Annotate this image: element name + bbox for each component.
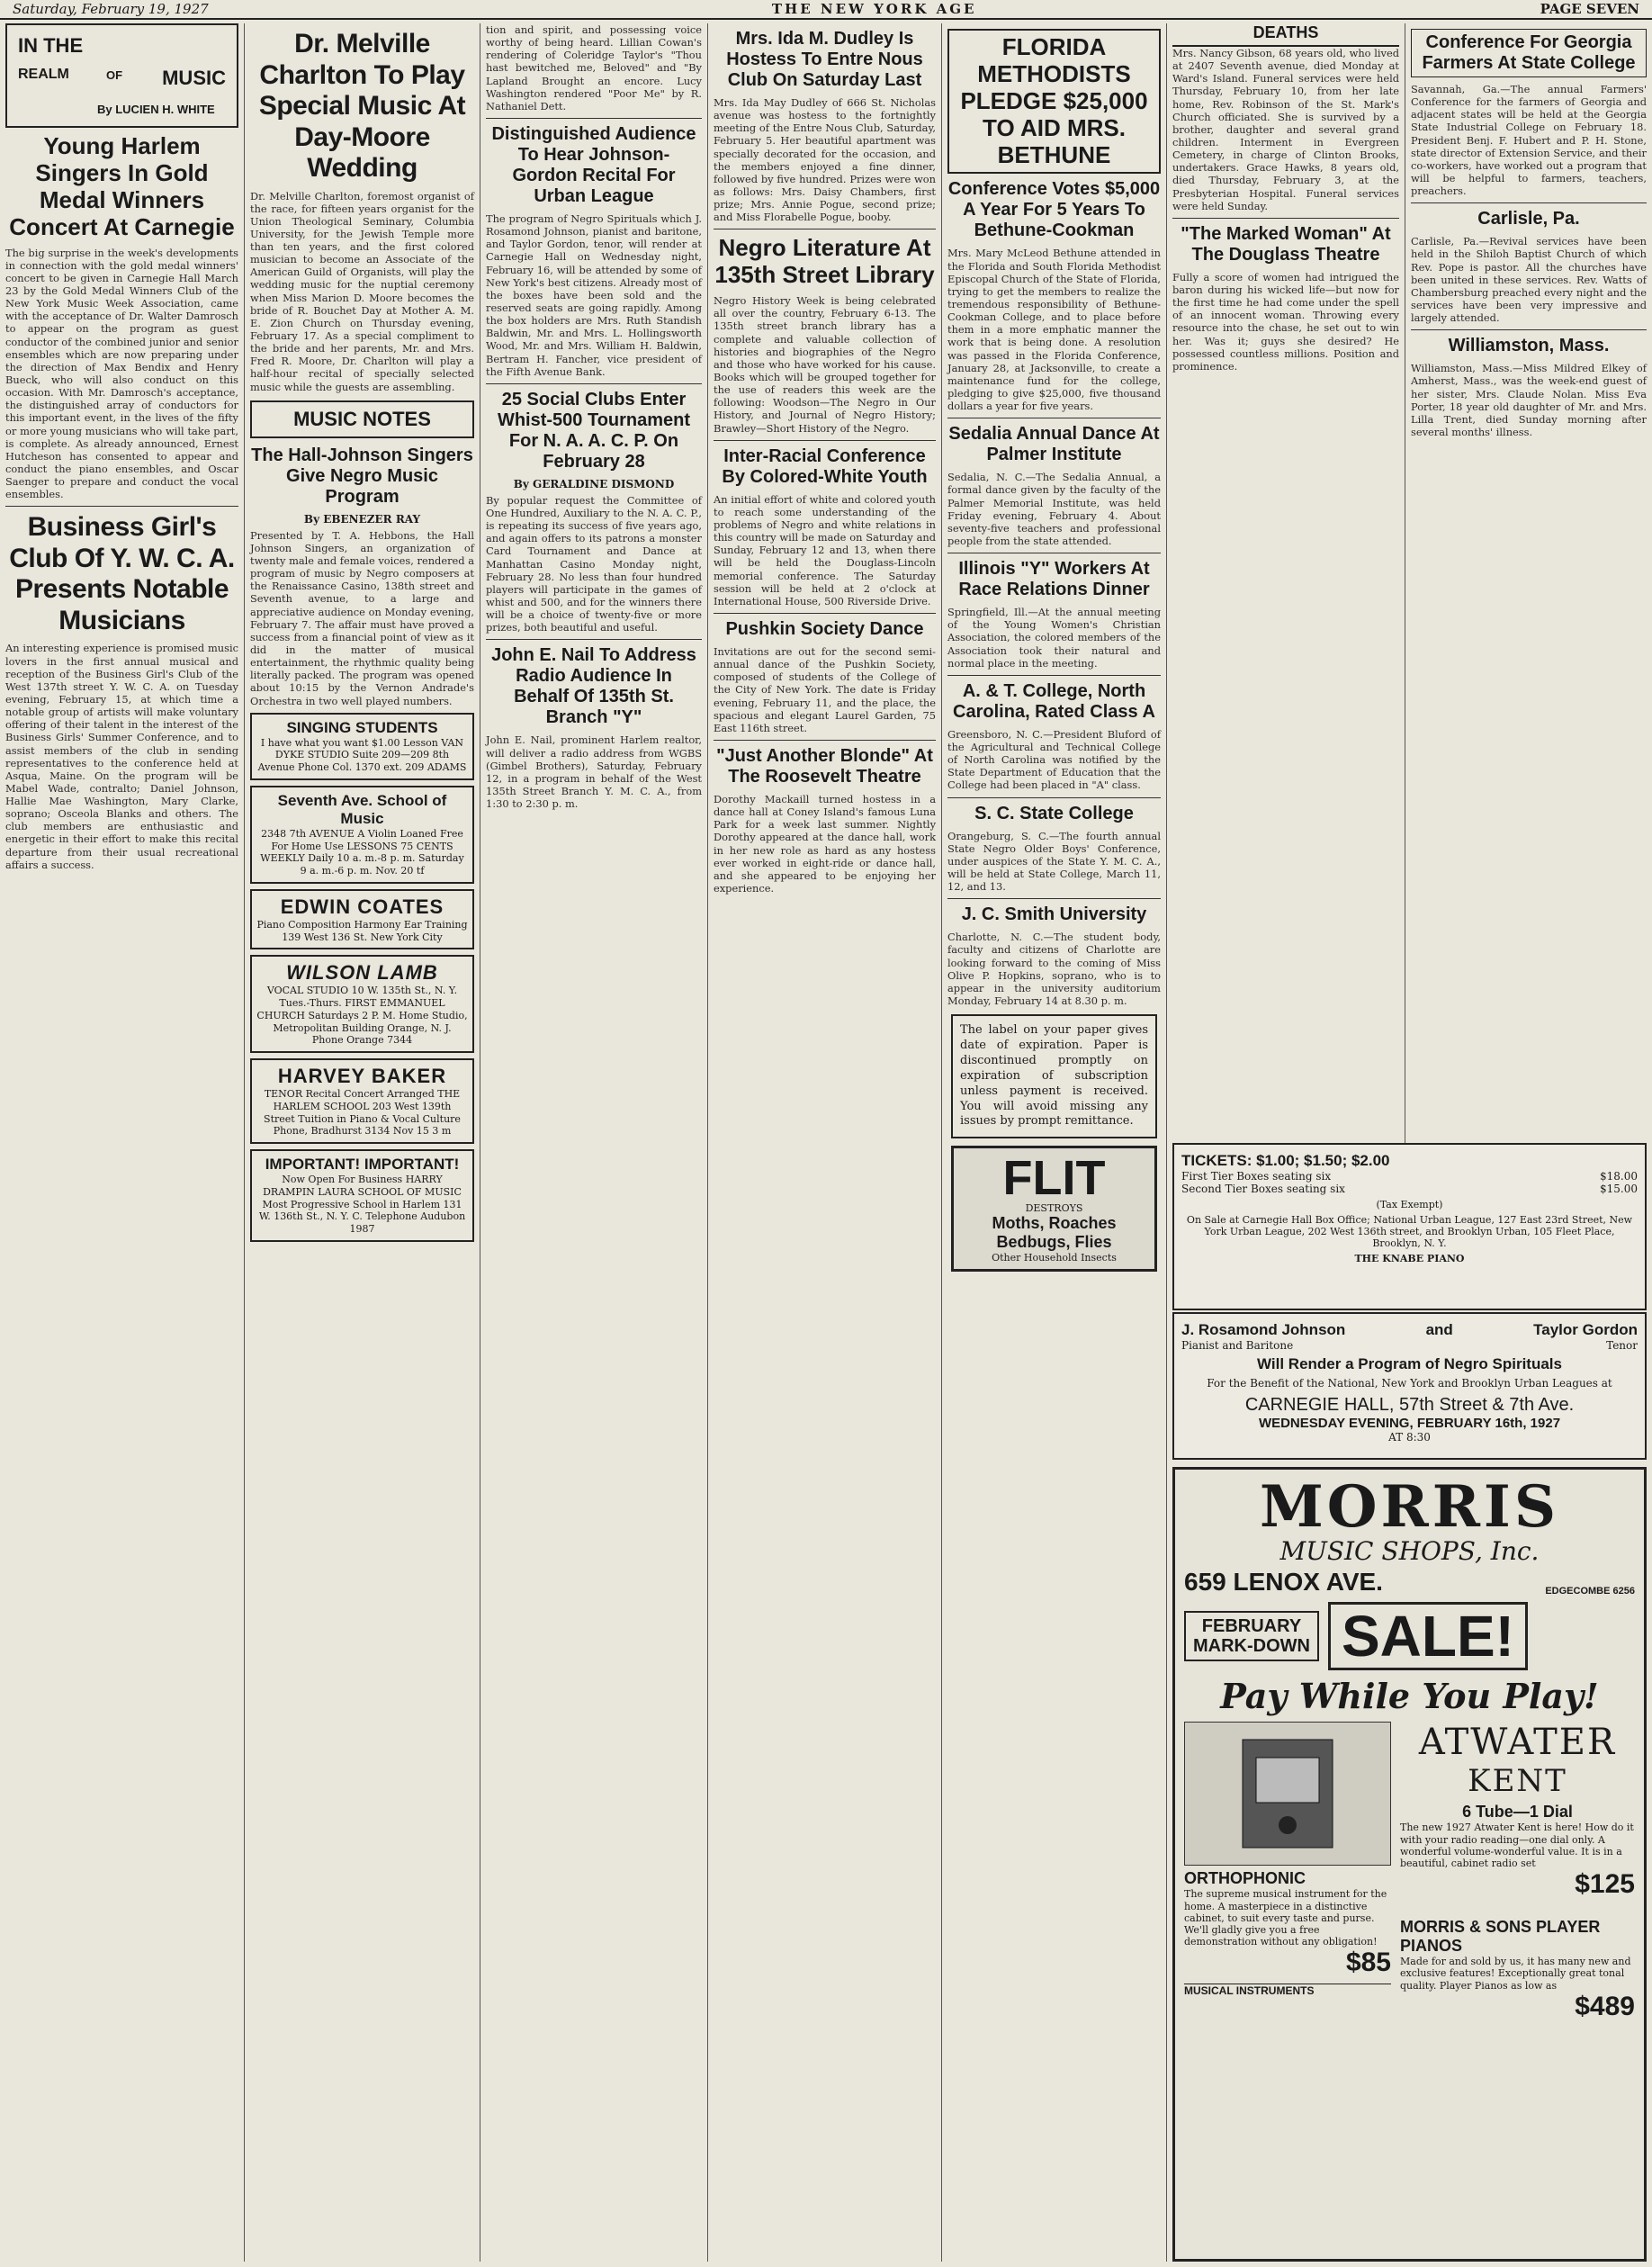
concert-benefit: For the Benefit of the National, New York and Brooklyn Urban Leagues at [1207,1377,1612,1390]
masthead [0,0,1652,20]
paper-name: THE NEW YORK AGE [771,1,977,17]
tier2-row [1181,1183,1638,1195]
divider [947,797,1161,798]
ad-edwin-coates [250,889,474,950]
column-5 [942,23,1167,2262]
column-3 [480,23,708,2262]
kent-brand: KENT [1468,1763,1567,1800]
pay-while-you-play: Pay While You Play! [1220,1676,1599,1717]
atwater-price: $125 [1575,1869,1635,1900]
products-left [1184,1722,1391,2021]
atwater-desc: The new 1927 Atwater Kent is here! How do it with your radio reading—one dial only. A wonderful volume-wonderful value. It is in a beautiful, cabinet radio set [1400,1822,1634,1869]
ad-flit [951,1146,1157,1272]
performer-johnson: J. Rosamond Johnson [1181,1321,1346,1338]
divider [714,440,936,441]
player-pianos-desc: Made for and sold by us, it has many new and exclusive features! Exceptionally great tonal quality. Player Pianos as low as [1400,1956,1631,1992]
ad-harvey-baker [250,1058,474,1144]
headline-pushkin-society: Pushkin Society Dance [725,619,924,639]
article-georgia-farmers: Savannah, Ga.—The annual Farmers' Conference for the farmers of Georgia and adjacent states will be held at the Georgia State Industrial College on February 18. President Benj. F. Hubert and P. H. Stone, state director of Extension Service, and their co-workers, have worked out a program that will be helpful to farmers, teachers, preachers. [1411,83,1647,198]
divider [486,639,702,640]
headline-john-nail-radio: John E. Nail To Address Radio Audience In Behalf Of 135th St. Branch "Y" [491,645,696,728]
concert-performers [1181,1321,1638,1339]
byline-geraldine-dismond: By GERALDINE DISMOND [513,477,675,490]
ad-carnegie-concert [1172,1312,1647,1460]
orthophonic-price: $85 [1345,1948,1391,1978]
flit-pests: Moths, Roaches Bedbugs, Flies [992,1214,1117,1252]
column-1 [0,23,245,2262]
column-4 [708,23,942,2262]
headline-sc-state-college: S. C. State College [974,803,1134,823]
ad-drampin-school [250,1149,474,1242]
divider [947,898,1161,899]
headline-melville-charlton: Dr. Melville Charlton To Play Special Music At Day-Moore Wedding [258,29,466,183]
morris-address-row [1184,1568,1635,1597]
ad-body: Now Open For Business HARRY DRAMPIN LAURA SCHOOL OF MUSIC Most Progressive School in Harlem 131 W. 136th St., N. Y. C. Telephone Audubon 1987 [258,1174,466,1236]
markdown-box [1184,1611,1319,1661]
divider [1411,202,1647,203]
article-williamston: Williamston, Mass.—Miss Mildred Elkey of Amherst, Mass., was the week-end guest of her sister, Mrs. Claude Nolan. Miss Eva Porter, 18 year old daughter of Mr. and Mrs. Lilla Trent, died Sunday morning after several months' illness. [1411,362,1647,438]
headline-georgia-farmers: Conference For Georgia Farmers At State College [1411,29,1647,77]
article-illinois-y-workers: Springfield, Ill.—At the annual meeting of the Young Women's Christian Association, the colored members of the Association took their natural and normal place in the meeting. [947,606,1161,670]
ad-seventh-ave-school [250,786,474,884]
role-gordon: Tenor [1606,1339,1638,1352]
headline-florida-methodists: FLORIDA METHODISTS PLEDGE $25,000 TO AID MRS. BETHUNE [947,29,1161,174]
article-jc-smith-university: Charlotte, N. C.—The student body, faculty and citizens of Charlotte are looking forward to the coming of Miss Olive P. Hopkins, soprano, who is to appear in the university auditorium Monday, February 14 at 8.30 p. m. [947,931,1161,1007]
ad-body: TENOR Recital Concert Arranged THE HARLEM SCHOOL 203 West 139th Street Tuition in Piano & Vocal Culture Phone, Bradhurst 3134 Nov 15 3 m [264,1088,461,1138]
headline-negro-literature: Negro Literature At 135th Street Library [714,234,935,289]
article-florida-methodists: Mrs. Mary McLeod Bethune attended in the Florida and South Florida Methodist Episcopal Church of the State of Florida, trying to get the members to realize the tremendous responsibility of Bethune-Cookman College, and to place before them in a more emphatic manner the work that is being done. A resolution was passed in the Florida Conference, January 28, at Jacksonville, to create a maintenance fund for the college, pledging to give $25,000, five thousand dollars a year for five years. [947,247,1161,413]
realm-byline: By LUCIEN H. WHITE [97,103,215,116]
concert-tickets-panel [1172,1143,1647,1310]
ad-morris-music-shops [1172,1467,1647,2262]
headline-sedalia-dance: Sedalia Annual Dance At Palmer Institute [948,424,1160,465]
headline-whist-tournament: 25 Social Clubs Enter Whist-500 Tournament For N. A. A. C. P. On February 28 [497,389,691,472]
divider [1172,218,1399,219]
tier1-row [1181,1170,1638,1183]
realm-of-music-header [5,23,238,128]
radio-cabinet-icon [1234,1731,1342,1857]
headline-carlisle: Carlisle, Pa. [1477,209,1580,229]
headline-johnson-gordon-recital: Distinguished Audience To Hear Johnson-Gordon Recital For Urban League [491,123,696,206]
flit-logo: FLIT [1002,1151,1106,1206]
ad-title: EDWIN COATES [280,895,444,918]
divider [947,675,1161,676]
article-melville-charlton: Dr. Melville Charlton, foremost organist of the race, for fifteen years organist for the Union Theological Seminary, Columbia University, for the Jewish Temple more than ten years, and the first colored musician to become an Associate of the American Guild of Organists, will play the wedding music for the nuptial ceremony when Miss Marion D. Moore becomes the bride of R. Bouchet Day at Mother A. M. E. Zion Church on Thursday evening, February 17. As a special compliment to the bride and her parents, Mr. and Mrs. Fred R. Moore, Dr. Charlton will play a half-hour recital of specially selected music while the guests are assembling. [250,189,474,393]
realm-in-the: IN THE [18,34,84,57]
headline-marked-woman: "The Marked Woman" At The Douglass Theatre [1181,223,1391,265]
divider [714,613,936,614]
orthophonic-title: ORTHOPHONIC [1184,1869,1306,1888]
musical-instruments: MUSICAL INSTRUMENTS [1184,1984,1391,1997]
issue-date: Saturday, February 19, 1927 [13,1,209,17]
flit-destroys: DESTROYS [1025,1202,1083,1215]
realm-word: REALM [18,67,69,82]
tax-exempt: (Tax Exempt) [1376,1199,1443,1210]
ad-wilson-lamb [250,955,474,1053]
ad-title: HARVEY BAKER [277,1065,447,1088]
sale-word: SALE! [1328,1602,1528,1670]
flit-footer: Other Household Insects [992,1252,1117,1264]
article-sc-state-college: Orangeburg, S. C.—The fourth annual State Negro Older Boys' Conference, under auspices of the State Y. M. C. A., will be held at State College, March 11, 12, and 13. [947,829,1161,894]
radio-cabinet-image [1184,1722,1391,1866]
music-notes-banner: MUSIC NOTES [250,400,474,438]
ad-title: Seventh Ave. School of Music [277,791,447,827]
article-johnson-gordon-recital: The program of Negro Spirituals which J. Rosamond Johnson, pianist and baritone, and Taylor Gordon, tenor, will render at Carnegie Hall on Wednesday night, February 16, will be attended by some of New York's best citizens. Already most of the boxes have been sold and the reserved seats are going rapidly. Among the box holders are Mrs. Ruth Standish Baldwin, Mr. and Mrs. L. Hollingsworth Wood, Mr. and Mrs. William H. Baldwin, Bertram H. Fancher, vice president of the Fifth Avenue Bank. [486,211,702,378]
headline-entre-nous-club: Mrs. Ida M. Dudley Is Hostess To Entre Nous Club On Saturday Last [726,29,923,90]
markdown-label: MARK-DOWN [1193,1636,1310,1657]
headline-inter-racial-conference: Inter-Racial Conference By Colored-White Youth [722,445,928,487]
ad-body: 2348 7th AVENUE A Violin Loaned Free For Home Use LESSONS 75 CENTS WEEKLY Daily 10 a. m.-8 p. m. Saturday 9 a. m.-6 p. m. Nov. 20 tf [260,827,464,877]
article-john-nail-radio: John E. Nail, prominent Harlem realtor, will deliver a radio address from WGBS (Gimbel Brothers), Saturday, February 12, in a program in behalf of the West 135th Street Branch Y. M. C. A., from 1:30 to 2:30 p. m. [486,733,702,811]
divider [486,383,702,384]
concert-tickets: TICKETS: $1.00; $1.50; $2.00 [1181,1152,1390,1169]
performer-and: and [1425,1321,1453,1338]
article-pushkin-society: Invitations are out for the second semi-annual dance of the Pushkin Society, composed of students of the College of the City of New York. The date is Friday evening, February 11, and the place, the spacious and elegant Laurel Garden, 75 East 116th street. [714,645,936,734]
column-7 [1405,23,1652,1304]
headline-a-and-t-college: A. & T. College, North Carolina, Rated Class A [953,680,1155,722]
headline-hall-johnson-singers: The Hall-Johnson Singers Give Negro Music Program [251,445,473,507]
ad-body: VOCAL STUDIO 10 W. 135th St., N. Y. Tues.-Thurs. FIRST EMMANUEL CHURCH Saturdays 2 P. M. Home Studio, Metropolitan Building Orange, N. J. Phone Orange 7344 [256,985,468,1047]
performer-gordon: Taylor Gordon [1533,1321,1638,1338]
ad-body: Piano Composition Harmony Ear Training 139 West 136 St. New York City [256,918,468,943]
article-marked-woman: Fully a score of women had intrigued the baron during his wicked life—but now for the first time he had come under the spell of an innocent woman. Throwing every resource into the chase, he set out to win her. Was it; guys she desired? He possessed countless millions. Position and prominence. [1172,270,1399,373]
article-young-harlem-singers: The big surprise in the week's developments in connection with the gold medal winners' concert to be given in Carnegie Hall March 23 by the Gold Medal Winners Club of the New York Music Week Association, came with the acceptance of Dr. Walter Damrosch to appear on the program as guest conductor of the combined junior and senior ensembles which are now preparing under the direction of Max Bendix and Henry Bueck, who will also conduct on this occasion. With Mr. Damrosch's acceptance, the distinguished array of conductors for this important event, in the lives of the fifty or more young musicians who will take part, is complete. As already announced, Ernest Hutcheson has consented to appear and conduct the piano ensembles, and Oscar Saenger to prepare and conduct the vocal ensembles. [5,246,238,501]
concert-hall: CARNEGIE HALL, 57th Street & 7th Ave. [1244,1395,1575,1415]
article-deaths: Mrs. Nancy Gibson, 68 years old, who lived at 2407 Seventh avenue, died Monday at Ward's Island. Funeral services were held Thursday, February 10, from her late home, Rev. Robinson of the St. Mark's Church officiated. She is survived by a brother, daughter and several grand children. Interment in Evergreen Cemetery, in charge of Clinton Brooks, undertakers. Grace Hawks, 8 years old, died Thursday, February 3, at the Presbyterian Hospital. Funeral services were held Sunday. [1172,47,1399,212]
divider [486,118,702,119]
ad-body: I have what you want $1.00 Lesson VAN DYKE STUDIO Suite 209—209 8th Avenue Phone Col. 1370 ext. 209 ADAMS [257,736,467,774]
player-pianos-title: MORRIS & SONS PLAYER PIANOS [1400,1918,1601,1956]
deaths-heading: DEATHS [1172,23,1399,47]
headline-just-another-blonde: "Just Another Blonde" At The Roosevelt Theatre [716,745,933,787]
article-whist-tournament: By popular request the Committee of One Hundred, Auxiliary to the N. A. C. P., is repeating its success of five years ago, and again offers to its patrons a monster Card Tournament and Dance at Manhattan Casino Monday night, February 28. No less than four hundred players will participate in the games of whist and 500, and for the winners there will be a choice of twenty-five or more prizes, both beautiful and useful. [486,493,702,634]
headline-williamston: Williamston, Mass. [1448,336,1610,356]
article-negro-literature: Negro History Week is being celebrated all over the country, February 6-13. The 135th street branch library has a complete and valuable collection of histories and biographies of the Negro and those who have worked for his cause. Books which will be grouped together for the use of readers this week are the following: Woodson—The Negro in Our History, and Journal of Negro History; Brawley—Short History of the Negro. [714,294,936,435]
article-hall-johnson-singers: Presented by T. A. Hebbons, the Hall Johnson Singers, an organization of twenty male and female voices, rendered a program of music by Negro composers at the Renaissance Casino, 138th street and Seventh avenue, to a large and appreciative audience on Monday evening, February 7. The affair must have proved a success from a financial point of view as it did in the matter of musical entertainment, the rhythmic quality being literally packed. The program was opened about 10:15 by the Vernon Andrade's Orchestra in two well played numbers. [250,528,474,707]
tier1-label: First Tier Boxes seating six [1181,1170,1332,1183]
ad-title: IMPORTANT! IMPORTANT! [265,1156,460,1174]
subscription-notice: The label on your paper gives date of expiration. Paper is discontinued promptly on expiration of subscription unless payment is received. You will avoid missing any issues by prompt remittance. [951,1014,1157,1138]
tier2-label: Second Tier Boxes seating six [1181,1183,1345,1195]
article-sedalia-dance: Sedalia, N. C.—The Sedalia Annual, a formal dance given by the faculty of the Palmer Memorial Institute, was held Friday evening, February 4. About seventy-five teachers and professional people from the state attended. [947,471,1161,547]
morris-phone: EDGECOMBE 6256 [1545,1586,1635,1597]
products-grid [1184,1722,1635,2021]
headline-young-harlem-singers: Young Harlem Singers In Gold Medal Winners Concert At Carnegie [9,132,235,240]
headline-business-girls-club: Business Girl's Club Of Y. W. C. A. Presents Notable Musicians [9,512,235,635]
column-2 [245,23,480,2262]
player-pianos-price: $489 [1575,1991,1635,2021]
column-6 [1167,23,1405,1304]
tube-spec: 6 Tube—1 Dial [1462,1803,1573,1822]
morris-subtitle: MUSIC SHOPS, Inc. [1279,1536,1540,1566]
tier2-price: $15.00 [1600,1183,1638,1195]
ad-singing-students [250,713,474,780]
headline-illinois-y-workers: Illinois "Y" Workers At Race Relations Dinner [958,559,1150,600]
divider [5,506,238,507]
markdown-month: FEBRUARY [1201,1616,1302,1637]
article-entre-nous-club: Mrs. Ida May Dudley of 666 St. Nicholas avenue was hostess to the fortnightly meeting of the Entre Nous Club, Saturday, February 5. Her beautiful apartment was specially decorated for the occasion, and the members enjoyed a fine dinner, followed by five hundred. Prizes were won as follows: Mrs. Daisy Chambers, first prize; Mrs. Annie Pogue, second prize; and Miss Florabelle Pogue, booby. [714,96,936,224]
role-johnson: Pianist and Baritone [1181,1339,1294,1352]
ticket-sale-locations: On Sale at Carnegie Hall Box Office; National Urban League, 127 East 23rd Street, New York Urban League, 202 West 136th street, and Brooklyn Urban, 105 Fleet Place, Brooklyn, N. Y. [1186,1214,1633,1249]
concert-time: AT 8:30 [1388,1431,1431,1444]
byline-ebenezer-ray: By EBENEZER RAY [303,512,421,526]
article-a-and-t-college: Greensboro, N. C.—President Bluford of the Agricultural and Technical College of North Carolina was notified by the State Department of Education that the College had been placed in "A" class. [947,727,1161,792]
morris-name: MORRIS [1259,1473,1560,1541]
divider [1411,329,1647,330]
article-continuation: tion and spirit, and possessing voice worthy of being heard. Lillian Cowan's rendering of Coleridge Taylor's "Thou hast bewitched me, Beloved" and "By Lapland Brought an encore. Lucy Washington rendered "Poor Me" by R. Nathaniel Dett. [486,23,702,112]
page-number: PAGE SEVEN [1540,1,1639,17]
article-carlisle: Carlisle, Pa.—Revival services have been held in the Shiloh Baptist Church of which Rev. Pope is pastor. All the churches have been united in these services. Rev. Watts of Chambersburg preached every night and the services have been very impressive and largely attended. [1411,235,1647,325]
article-inter-racial-conference: An initial effort of white and colored youth to reach some understanding of the problems of Negro and white relations in this country will be made on Saturday and Sunday, February 12 and 13, when there will be held the Douglass-Lincoln memorial conference. The Saturday session will be held at 2 o'clock at International House, 500 Riverside Drive. [714,492,936,607]
article-business-girls-club: An interesting experience is promised music lovers in the first annual musical and reception of the Business Girl's Club of the West 137th street Y. W. C. A. on Tuesday evening, February 15, at which time a notable group of artists will make voluntary offering of their talent in the interest of the Business Girls' Summer Conference, and to assist members of the club in sending representatives to the conference held at Asqua, Maine. On the program will be Mabel Wade, contralto; Daniel Johnson, Hallie Mae Washington, Mary Clarke, soprano; Osceola Blanks and others. The club members are enthusiastic and energetic in their effort to make this recital departure from their usual recreational affairs a success. [5,642,238,871]
ad-title: SINGING STUDENTS [286,718,438,736]
products-right [1400,1722,1635,2021]
orthophonic-desc: The supreme musical instrument for the home. A masterpiece in a distinctive cabinet, to suit every taste and purse. We'll gladly give you a free demonstration without any obligation! [1184,1888,1387,1948]
realm-of: OF [106,68,123,82]
headline-jc-smith-university: J. C. Smith University [961,904,1147,925]
article-just-another-blonde: Dorothy Mackaill turned hostess in a dance hall at Coney Island's famous Luna Park for a week last summer. Nightly Dorothy appeared at the dance hall, work in her new role as hard as any hostess ever worked in eight-ride or dance hall, and she appeared to be enjoying her experience. [714,792,936,895]
performer-roles [1181,1339,1638,1352]
ad-title: WILSON LAMB [286,961,438,985]
morris-address: 659 LENOX AVE. [1184,1568,1383,1596]
subhead-bethune-cookman: Conference Votes $5,000 A Year For 5 Years To Bethune-Cookman [947,179,1161,241]
concert-program: Will Render a Program of Negro Spirituals [1257,1355,1562,1372]
divider [714,740,936,741]
tier1-price: $18.00 [1600,1170,1638,1183]
atwater-brand: ATWATER [1418,1722,1617,1764]
concert-date: WEDNESDAY EVENING, FEBRUARY 16th, 1927 [1258,1416,1561,1431]
realm-music: MUSIC [162,67,226,89]
knabe-piano: THE KNABE PIANO [1354,1253,1465,1264]
sale-banner [1184,1602,1635,1670]
